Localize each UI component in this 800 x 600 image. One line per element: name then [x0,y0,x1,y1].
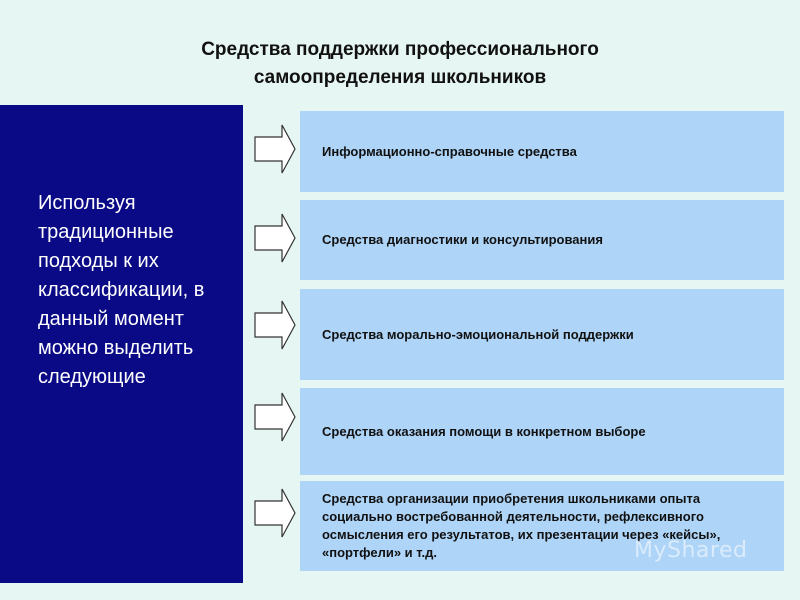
item-info-reference [300,111,784,192]
arrow-right-icon [254,124,296,174]
page-title-line-1: Средства поддержки профессионального [201,39,599,60]
item-choice-assistance [300,388,784,475]
arrow-right-icon [254,392,296,442]
arrow-right-icon [254,300,296,350]
arrow-right-icon [254,213,296,263]
intro-panel [0,105,243,583]
intro-text: Используя традиционные подходы к их классификации, в данный момент можно выделить следующие [38,192,205,388]
item-label: Средства организации приобретения школьниками опыта социально востребованной деятельности, рефлексивного осмысления его результатов, их презентации через «кейсы», «портфели» и т.д. [322,491,721,560]
arrow-right-icon [254,488,296,538]
item-label: Информационно-справочные средства [322,143,577,159]
item-label: Средства диагностики и консультирования [322,232,603,247]
item-moral-emotional-support [300,289,784,380]
page-title-line-2: самоопределения школьников [253,67,547,88]
item-label: Средства морально-эмоциональной поддержки [322,326,634,342]
watermark: MyShared [634,538,748,563]
item-diagnostics-consulting [300,200,784,280]
page-title [0,36,800,92]
item-label: Средства оказания помощи в конкретном выборе [322,423,646,439]
